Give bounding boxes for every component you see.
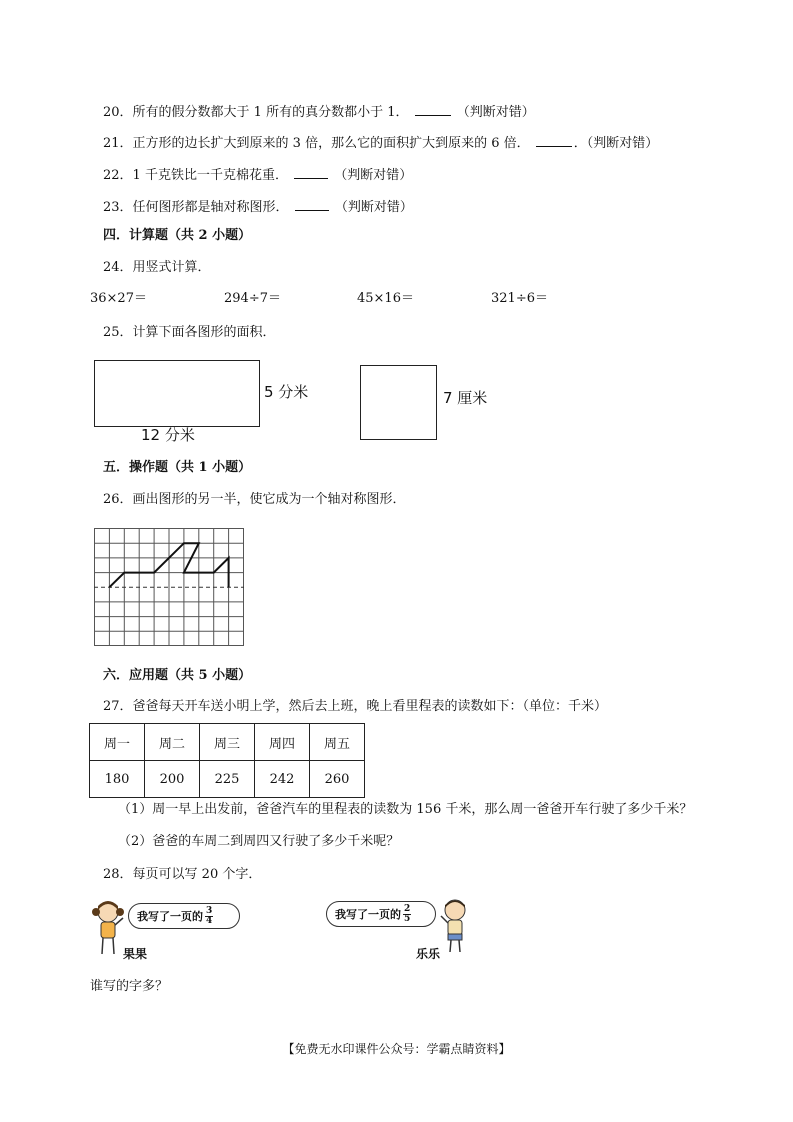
question-22 [103, 164, 412, 185]
question-number: 26． [103, 492, 133, 507]
question-28 [103, 866, 261, 884]
question-number: 22． [103, 168, 133, 183]
guoguo-speech-bubble [128, 903, 240, 929]
question-26 [103, 491, 406, 509]
question-text: 1 千克铁比一千克棉花重． [132, 168, 288, 183]
rect-height-label: 5 分米 [264, 383, 309, 401]
question-tail: （判断对错） [456, 105, 535, 120]
girl-illustration [90, 898, 126, 960]
table-cell: 180 [90, 761, 145, 798]
table-cell: 225 [200, 761, 255, 798]
section-title: 六．应用题（共 5 小题） [103, 668, 252, 683]
question-24 [103, 259, 211, 277]
question-tail: （判断对错） [334, 168, 413, 183]
answer-blank[interactable] [536, 132, 572, 147]
question-28-prompt: 谁写的字多？ [90, 979, 169, 994]
lele-speech-bubble [326, 901, 436, 927]
section-title: 五．操作题（共 1 小题） [103, 460, 252, 475]
question-number: 28． [103, 867, 133, 882]
table-row [90, 761, 365, 798]
bubble-text: 我写了一页的 [137, 910, 203, 923]
question-text: 用竖式计算． [132, 260, 211, 275]
rect-width-label: 12 分米 [141, 426, 195, 444]
guoguo-name: 果果 [123, 947, 148, 961]
section-title: 四．计算题（共 2 小题） [103, 228, 252, 243]
question-text: 计算下面各图形的面积． [132, 325, 276, 340]
question-number: 27． [103, 699, 133, 714]
calc-item: 294÷7＝ [224, 291, 281, 306]
fraction-denominator: 5 [404, 913, 411, 924]
question-23 [103, 196, 413, 217]
question-text: 画出图形的另一半，使它成为一个轴对称图形． [132, 492, 406, 507]
table-header-cell: 周三 [200, 724, 255, 761]
answer-blank[interactable] [294, 164, 328, 179]
fraction-denominator: 4 [206, 915, 213, 926]
sub-question-2: （2）爸爸的车周二到周四又行驶了多少千米呢？ [118, 834, 400, 849]
question-tail: （判断对错） [334, 200, 413, 215]
table-cell: 200 [145, 761, 200, 798]
question-number: 21． [103, 136, 133, 151]
calc-item: 36×27＝ [90, 291, 147, 306]
square-figure [360, 365, 437, 440]
table-cell: 260 [310, 761, 365, 798]
table-header-cell: 周五 [310, 724, 365, 761]
question-text: 任何图形都是轴对称图形． [132, 200, 289, 215]
question-20 [103, 101, 535, 122]
question-number: 20． [103, 105, 133, 120]
question-25 [103, 324, 276, 342]
question-number: 24． [103, 260, 133, 275]
table-header-cell: 周二 [145, 724, 200, 761]
rectangle-figure [94, 360, 260, 427]
boy-illustration [438, 896, 472, 958]
table-header-row [90, 724, 365, 761]
question-text: 每页可以写 20 个字． [132, 867, 262, 882]
table-header-cell: 周四 [255, 724, 310, 761]
answer-blank[interactable] [295, 196, 329, 211]
fraction [403, 905, 411, 924]
answer-blank[interactable] [415, 101, 451, 116]
question-27 [103, 698, 607, 716]
table-header-cell: 周一 [90, 724, 145, 761]
fraction-numerator: 2 [404, 903, 411, 914]
bubble-text: 我写了一页的 [335, 908, 401, 921]
lele-name: 乐乐 [416, 947, 441, 961]
calc-item: 45×16＝ [357, 291, 414, 306]
question-number: 25． [103, 325, 133, 340]
square-side-label: 7 厘米 [443, 389, 488, 407]
symmetry-grid[interactable] [94, 528, 244, 646]
calc-item: 321÷6＝ [491, 291, 548, 306]
question-text: 正方形的边长扩大到原来的 3 倍，那么它的面积扩大到原来的 6 倍． [132, 136, 530, 151]
question-tail: ．（判断对错） [573, 136, 659, 151]
sub-question-1: （1）周一早上出发前，爸爸汽车的里程表的读数为 156 千米，那么周一爸爸开车行驶了多少千米？ [118, 802, 693, 817]
mileage-table [89, 723, 365, 798]
question-number: 23． [103, 200, 133, 215]
question-21 [103, 132, 658, 153]
fraction [205, 907, 213, 926]
table-cell: 242 [255, 761, 310, 798]
question-text: 所有的假分数都大于 1 所有的真分数都小于 1． [132, 105, 409, 120]
fraction-numerator: 3 [206, 905, 213, 916]
question-text: 爸爸每天开车送小明上学，然后去上班，晚上看里程表的读数如下：（单位：千米） [132, 699, 608, 714]
page-footer: 【免费无水印课件公众号：学霸点睛资料】 [282, 1042, 511, 1056]
